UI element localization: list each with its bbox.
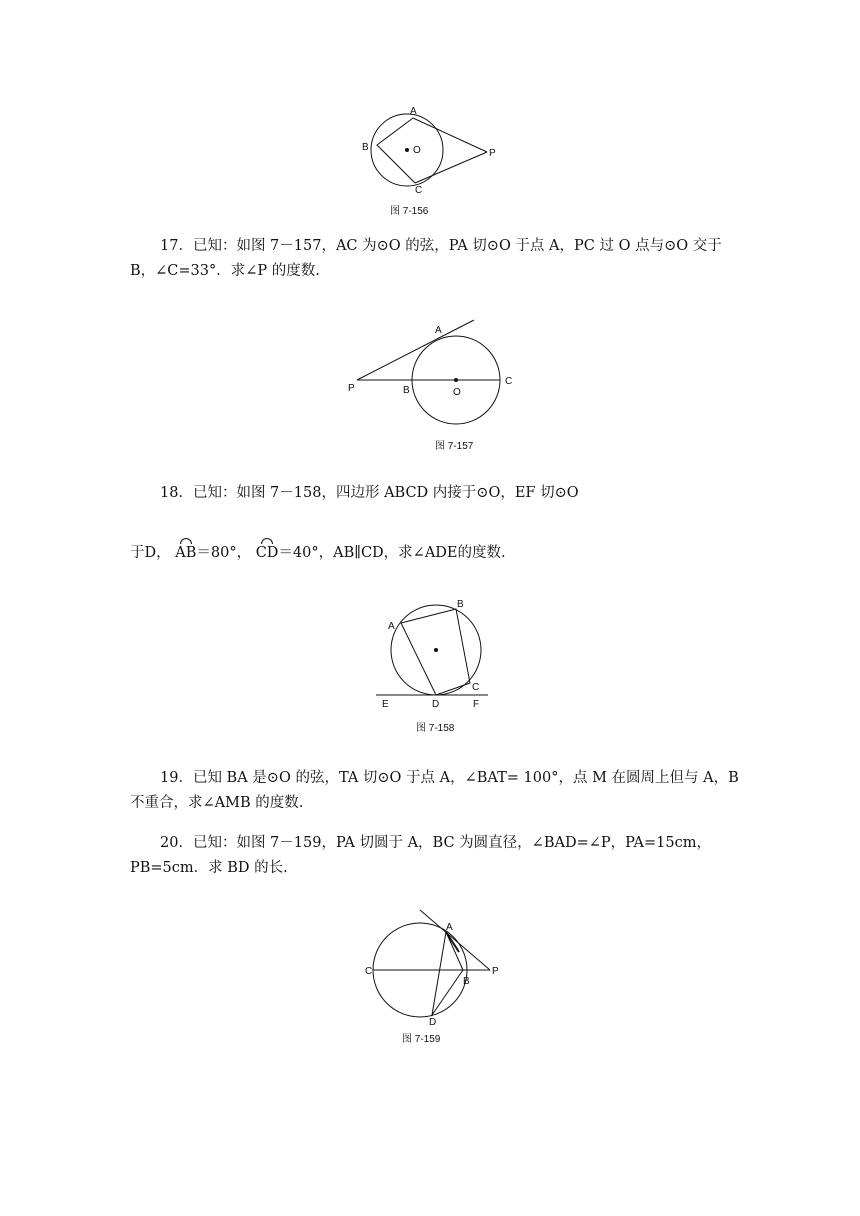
- question-text: 已知：如图 7－158，四边形 ABCD 内接于⊙O，EF 切⊙O: [192, 485, 579, 501]
- figure-7-159-drawing: [360, 905, 510, 1050]
- question-number: 17．: [160, 238, 193, 254]
- label-d: D: [429, 1017, 437, 1028]
- label-b: B: [362, 142, 369, 153]
- label-c: C: [365, 966, 373, 977]
- label-p: P: [348, 383, 355, 394]
- question-number: 20．: [160, 835, 193, 851]
- tangent-pa: [420, 910, 490, 970]
- figure-caption: 图 7-156: [390, 206, 429, 217]
- question-18-line-2: [130, 541, 506, 562]
- label-p: P: [489, 148, 496, 159]
- figure-7-157-drawing: [340, 315, 540, 460]
- question-17: [130, 234, 740, 284]
- label-d: D: [432, 699, 440, 710]
- label-a: A: [410, 106, 417, 117]
- question-20: [130, 831, 740, 881]
- label-f: F: [473, 699, 480, 710]
- tangent-pa: [357, 320, 474, 380]
- label-a: A: [388, 621, 395, 632]
- center-point: [405, 148, 409, 152]
- figure-7-159: [360, 905, 510, 1050]
- question-18-line-1: [160, 481, 579, 502]
- label-o: O: [453, 387, 461, 398]
- label-a: A: [446, 922, 453, 933]
- figure-7-158-drawing: [370, 595, 500, 740]
- figure-7-157: [340, 315, 540, 460]
- text-segment: ＝80°，: [196, 545, 252, 561]
- figure-7-158: [370, 595, 500, 740]
- figure-caption: 图 7-158: [416, 723, 455, 734]
- label-b: B: [463, 976, 470, 987]
- text-segment: 于D，: [130, 545, 171, 561]
- question-text: 已知：如图 7－159，PA 切圆于 A，BC 为圆直径，∠BAD=∠P，PA=15cm，PB=5cm．求 BD 的长.: [130, 835, 712, 876]
- figure-7-156-drawing: [355, 100, 515, 220]
- figure-caption: 图 7-159: [402, 1034, 441, 1045]
- arc-ab: AB: [175, 545, 197, 561]
- label-b: B: [403, 385, 410, 396]
- question-number: 19．: [160, 770, 193, 786]
- center-point: [434, 648, 438, 652]
- text-segment: ＝40°，AB∥CD，求∠ADE的度数.: [278, 545, 506, 561]
- question-19: [130, 766, 740, 816]
- label-c: C: [415, 185, 423, 196]
- label-c: C: [472, 682, 480, 693]
- label-b: B: [457, 599, 464, 610]
- arc-cd: CD: [255, 545, 279, 561]
- quadrilateral-abcd: [401, 609, 470, 695]
- label-p: P: [492, 966, 499, 977]
- chord-ad: [432, 932, 446, 1015]
- label-c: C: [505, 376, 513, 387]
- tangent-pc: [415, 152, 487, 183]
- figure-7-156: [355, 100, 515, 220]
- tangent-pa: [413, 118, 487, 152]
- question-text: 已知 BA 是⊙O 的弦，TA 切⊙O 于点 A，∠BAT= 100°，点 M 在圆周上但与 A，B 不重合，求∠AMB 的度数.: [130, 770, 739, 811]
- label-o: O: [413, 145, 421, 156]
- label-a: A: [435, 325, 442, 336]
- chords-ab-bc: [377, 118, 415, 183]
- label-e: E: [382, 699, 389, 710]
- figure-caption: 图 7-157: [435, 441, 474, 452]
- question-text: 已知：如图 7－157，AC 为⊙O 的弦，PA 切⊙O 于点 A，PC 过 O 点与⊙O 交于 B，∠C=33°．求∠P 的度数.: [130, 238, 722, 279]
- question-number: 18．: [160, 485, 193, 501]
